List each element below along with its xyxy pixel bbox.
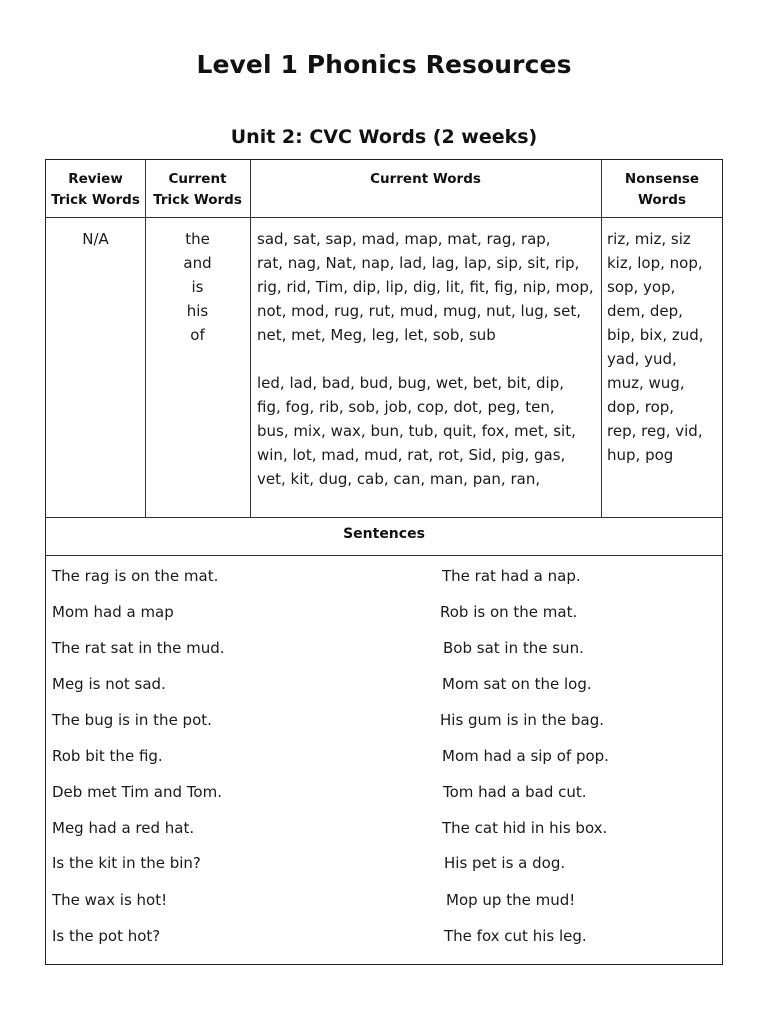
header-review-line2: Trick Words: [51, 192, 140, 208]
sentences-header-divider: [46, 555, 722, 556]
nonsense-line: rep, reg, vid,: [607, 422, 703, 440]
trick-word: of: [190, 326, 205, 344]
sentence-right: His pet is a dog.: [444, 854, 566, 872]
sentence-right: The cat hid in his box.: [442, 819, 608, 837]
review-trick-words-cell: N/A: [82, 230, 109, 248]
header-review-line1: Review: [68, 171, 123, 187]
header-divider: [46, 217, 722, 218]
word-list-spacer: [257, 347, 601, 371]
sentence-left: The rat sat in the mud.: [52, 639, 225, 657]
sentence-right: Rob is on the mat.: [440, 603, 578, 621]
word-list-line: win, lot, mad, mud, rat, rot, Sid, pig, gas,: [257, 446, 566, 464]
sentence-left: Meg had a red hat.: [52, 819, 195, 837]
sentence-right: His gum is in the bag.: [440, 711, 605, 729]
sentence-left: Is the kit in the bin?: [52, 854, 201, 872]
trick-word: his: [186, 302, 209, 320]
sentence-left: Deb met Tim and Tom.: [52, 783, 222, 801]
trick-word: the: [185, 230, 210, 248]
column-divider-2: [250, 160, 251, 517]
sentence-right: Tom had a bad cut.: [443, 783, 587, 801]
nonsense-line: muz, wug,: [607, 374, 685, 392]
nonsense-line: bip, bix, zud,: [607, 326, 704, 344]
sentence-right: Mop up the mud!: [446, 891, 576, 909]
header-current-words: [250, 169, 601, 190]
nonsense-line: dem, dep,: [607, 302, 683, 320]
nonsense-line: dop, rop,: [607, 398, 675, 416]
trick-word: is: [191, 278, 204, 296]
word-list-line: rat, nag, Nat, nap, lad, lag, lap, sip, sit, rip,: [257, 254, 580, 272]
header-words-label: Current Words: [370, 171, 481, 187]
sentence-left: The rag is on the mat.: [52, 567, 219, 585]
sentence-left: Meg is not sad.: [52, 675, 166, 693]
sentence-right: The rat had a nap.: [442, 567, 581, 585]
header-nonsense-line2: Words: [637, 192, 687, 208]
word-list-line: rig, rid, Tim, dip, lip, dig, lit, fit, fig, nip, mop,: [257, 278, 594, 296]
word-list-line: vet, kit, dug, cab, can, man, pan, ran,: [257, 470, 541, 488]
nonsense-line: riz, miz, siz: [607, 230, 691, 248]
word-list-line: net, met, Meg, leg, let, sob, sub: [257, 326, 496, 344]
sentence-right: Mom sat on the log.: [442, 675, 592, 693]
sentence-right: Mom had a sip of pop.: [442, 747, 609, 765]
current-trick-words-cell: [145, 227, 250, 347]
sentence-left: Mom had a map: [52, 603, 174, 621]
word-list-line: fig, fog, rib, sob, job, cop, dot, peg, ten,: [257, 398, 555, 416]
current-words-cell: [257, 227, 601, 491]
words-section-divider: [46, 517, 722, 518]
word-list-line: bus, mix, wax, bun, tub, quit, fox, met, sit,: [257, 422, 576, 440]
header-current-trick-words: [145, 169, 250, 211]
nonsense-line: hup, pog: [607, 446, 674, 464]
sentence-left: Rob bit the fig.: [52, 747, 163, 765]
nonsense-words-cell: [607, 227, 723, 467]
trick-word: and: [183, 254, 212, 272]
sentence-right: Bob sat in the sun.: [443, 639, 584, 657]
sentence-right: The fox cut his leg.: [444, 927, 587, 945]
sentences-heading: Sentences: [343, 526, 425, 542]
word-list-line: not, mod, rug, rut, mud, mug, nut, lug, set,: [257, 302, 581, 320]
header-current-line2: Trick Words: [153, 192, 242, 208]
phonics-table: [45, 159, 723, 965]
header-review-trick-words: [46, 169, 145, 211]
page-title: Level 1 Phonics Resources: [196, 50, 572, 79]
column-divider-3: [601, 160, 602, 517]
sentence-left: The wax is hot!: [52, 891, 168, 909]
word-list-line: led, lad, bad, bud, bug, wet, bet, bit, dip,: [257, 374, 564, 392]
sentence-left: Is the pot hot?: [52, 927, 161, 945]
nonsense-line: yad, yud,: [607, 350, 677, 368]
word-list-line: sad, sat, sap, mad, map, mat, rag, rap,: [257, 230, 551, 248]
header-nonsense-line1: Nonsense: [624, 171, 700, 187]
nonsense-line: sop, yop,: [607, 278, 676, 296]
nonsense-line: kiz, lop, nop,: [607, 254, 703, 272]
header-nonsense-words: [601, 169, 723, 211]
unit-title: Unit 2: CVC Words (2 weeks): [230, 126, 538, 148]
sentence-left: The bug is in the pot.: [52, 711, 212, 729]
header-current-line1: Current: [168, 171, 227, 187]
